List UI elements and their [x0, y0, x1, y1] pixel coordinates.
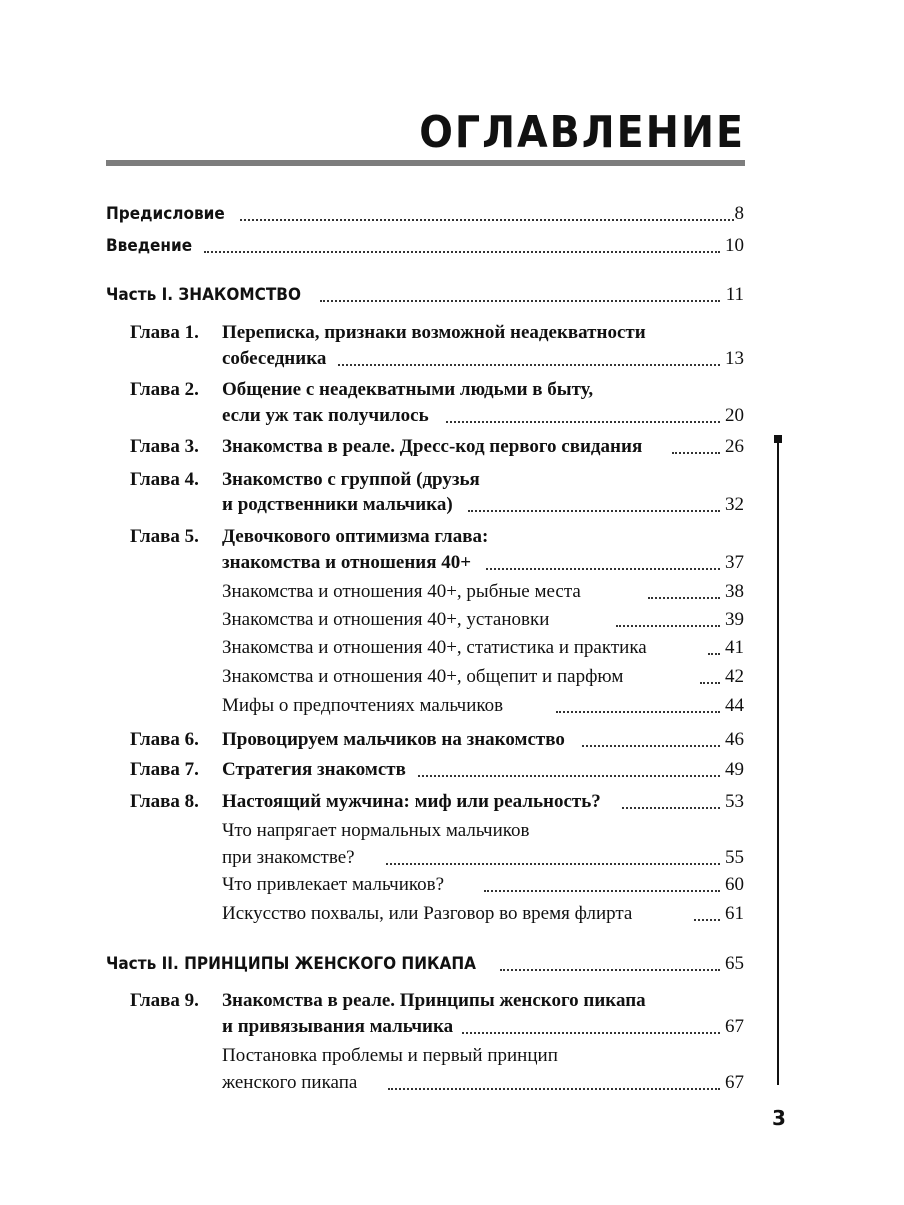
page-number: 3 — [772, 1106, 786, 1130]
leader-dots — [616, 625, 720, 627]
leader-dots — [486, 568, 720, 570]
leader-dots — [622, 807, 720, 809]
chapter-label: Глава 3. — [130, 436, 199, 457]
toc-entry-text: Введение — [106, 236, 193, 256]
toc-chapter-9-cont — [0, 1014, 904, 1040]
toc-page-number: 67 — [725, 1016, 744, 1037]
leader-dots — [446, 421, 720, 423]
leader-dots — [500, 969, 720, 971]
toc-entry-text: Общение с неадекватными людьми в быту, — [222, 379, 594, 400]
toc-page-number: 13 — [725, 348, 744, 369]
leader-dots — [338, 364, 720, 366]
leader-dots — [462, 1032, 720, 1034]
toc-section — [0, 693, 904, 719]
toc-chapter-5 — [0, 524, 904, 550]
toc-page-number: 44 — [725, 695, 744, 716]
toc-page-number: 49 — [725, 759, 744, 780]
toc-chapter-6 — [0, 727, 904, 753]
leader-dots — [708, 653, 720, 655]
toc-entry-text: Искусство похвалы, или Разговор во время флирта — [222, 903, 633, 924]
toc-page-number: 46 — [725, 729, 744, 750]
toc-chapter-2 — [0, 377, 904, 403]
chapter-label: Глава 9. — [130, 990, 199, 1011]
toc-entry-text: Что привлекает мальчиков? — [222, 874, 445, 895]
toc-page-number: 55 — [725, 847, 744, 868]
toc-chapter-2-cont — [0, 403, 904, 429]
toc-chapter-9 — [0, 988, 904, 1014]
toc-part-1 — [0, 282, 904, 308]
toc-entry-text: если уж так получилось — [222, 405, 429, 426]
toc-page-number: 11 — [725, 284, 744, 305]
toc-page-number: 32 — [725, 494, 744, 515]
toc-chapter-1-cont — [0, 346, 904, 372]
toc-entry-text: и привязывания мальчика — [222, 1016, 454, 1037]
leader-dots — [386, 863, 720, 865]
toc-page-number: 8 — [734, 203, 744, 224]
toc-page-number: 60 — [725, 874, 744, 895]
toc-section — [0, 635, 904, 661]
toc-section-cont — [0, 1070, 904, 1096]
toc-section — [0, 579, 904, 605]
leader-dots — [468, 510, 720, 512]
toc-entry-text: Переписка, признаки возможной неадекватности — [222, 322, 646, 343]
leader-dots — [204, 251, 720, 253]
toc-section-cont — [0, 845, 904, 871]
toc-page-number: 20 — [725, 405, 744, 426]
toc-page-number: 10 — [725, 235, 744, 256]
toc-section — [0, 664, 904, 690]
toc-entry-text: и родственники мальчика) — [222, 494, 453, 515]
leader-dots — [240, 219, 734, 221]
toc-entry-text: Знакомства и отношения 40+, общепит и парфюм — [222, 666, 624, 687]
toc-page-number: 39 — [725, 609, 744, 630]
toc-page-number: 38 — [725, 581, 744, 602]
toc-entry-text: Знакомства и отношения 40+, статистика и практика — [222, 637, 647, 658]
toc-section — [0, 901, 904, 927]
leader-dots — [582, 745, 720, 747]
leader-dots — [388, 1088, 720, 1090]
toc-entry-text: Знакомства в реале. Дресс-код первого свидания — [222, 436, 643, 457]
toc-entry-text: Постановка проблемы и первый принцип — [222, 1045, 558, 1066]
toc-entry-text: женского пикапа — [222, 1072, 358, 1093]
leader-dots — [648, 597, 720, 599]
chapter-label: Глава 6. — [130, 729, 199, 750]
toc-entry-text: Часть I. ЗНАКОМСТВО — [106, 285, 301, 305]
chapter-label: Глава 1. — [130, 322, 199, 343]
toc-page-number: 65 — [725, 953, 744, 974]
toc-entry-text: Знакомства в реале. Принципы женского пикапа — [222, 990, 646, 1011]
chapter-label: Глава 8. — [130, 791, 199, 812]
toc-page-number: 37 — [725, 552, 744, 573]
toc-entry-text: Мифы о предпочтениях мальчиков — [222, 695, 504, 716]
toc-entry-text: Знакомства и отношения 40+, установки — [222, 609, 550, 630]
toc-entry-intro — [0, 233, 904, 259]
toc-section — [0, 607, 904, 633]
toc-chapter-7 — [0, 757, 904, 783]
toc-section — [0, 872, 904, 898]
page-title: ОГЛАВЛЕНИЕ — [419, 107, 745, 158]
toc-entry-text: знакомства и отношения 40+ — [222, 552, 472, 573]
toc-section — [0, 818, 904, 844]
chapter-label: Глава 4. — [130, 469, 199, 490]
toc-page-number: 53 — [725, 791, 744, 812]
toc-page-number: 42 — [725, 666, 744, 687]
toc-entry-text: собеседника — [222, 348, 327, 369]
toc-chapter-8 — [0, 789, 904, 815]
toc-part-2 — [0, 951, 904, 977]
toc-entry-text: Что напрягает нормальных мальчиков — [222, 820, 530, 841]
toc-page-number: 67 — [725, 1072, 744, 1093]
leader-dots — [484, 890, 720, 892]
toc-page-number: 26 — [725, 436, 744, 457]
toc-entry-text: Знакомство с группой (друзья — [222, 469, 480, 490]
toc-entry-text: Настоящий мужчина: миф или реальность? — [222, 791, 601, 812]
toc-entry-text: Провоцируем мальчиков на знакомство — [222, 729, 565, 750]
toc-entry-text: Девочкового оптимизма глава: — [222, 526, 489, 547]
toc-page-number: 61 — [725, 903, 744, 924]
chapter-label: Глава 5. — [130, 526, 199, 547]
toc-chapter-3 — [0, 434, 904, 460]
leader-dots — [556, 711, 720, 713]
toc-chapter-4-cont — [0, 492, 904, 518]
toc-entry-text: Предисловие — [106, 204, 225, 224]
toc-entry-text: при знакомстве? — [222, 847, 355, 868]
chapter-label: Глава 7. — [130, 759, 199, 780]
leader-dots — [694, 919, 720, 921]
leader-dots — [672, 452, 720, 454]
chapter-label: Глава 2. — [130, 379, 199, 400]
toc-chapter-5-cont — [0, 550, 904, 576]
leader-dots — [418, 775, 720, 777]
toc-chapter-1 — [0, 320, 904, 346]
toc-entry-text: Часть II. ПРИНЦИПЫ ЖЕНСКОГО ПИКАПА — [106, 954, 477, 974]
toc-entry-text: Стратегия знакомств — [222, 759, 406, 780]
title-rule — [106, 160, 745, 166]
leader-dots — [700, 682, 720, 684]
toc-entry-preface — [0, 201, 904, 227]
margin-rule — [777, 440, 779, 1085]
toc-section — [0, 1043, 904, 1069]
toc-page-number: 41 — [725, 637, 744, 658]
leader-dots — [320, 300, 720, 302]
toc-chapter-4 — [0, 467, 904, 493]
toc-entry-text: Знакомства и отношения 40+, рыбные места — [222, 581, 581, 602]
